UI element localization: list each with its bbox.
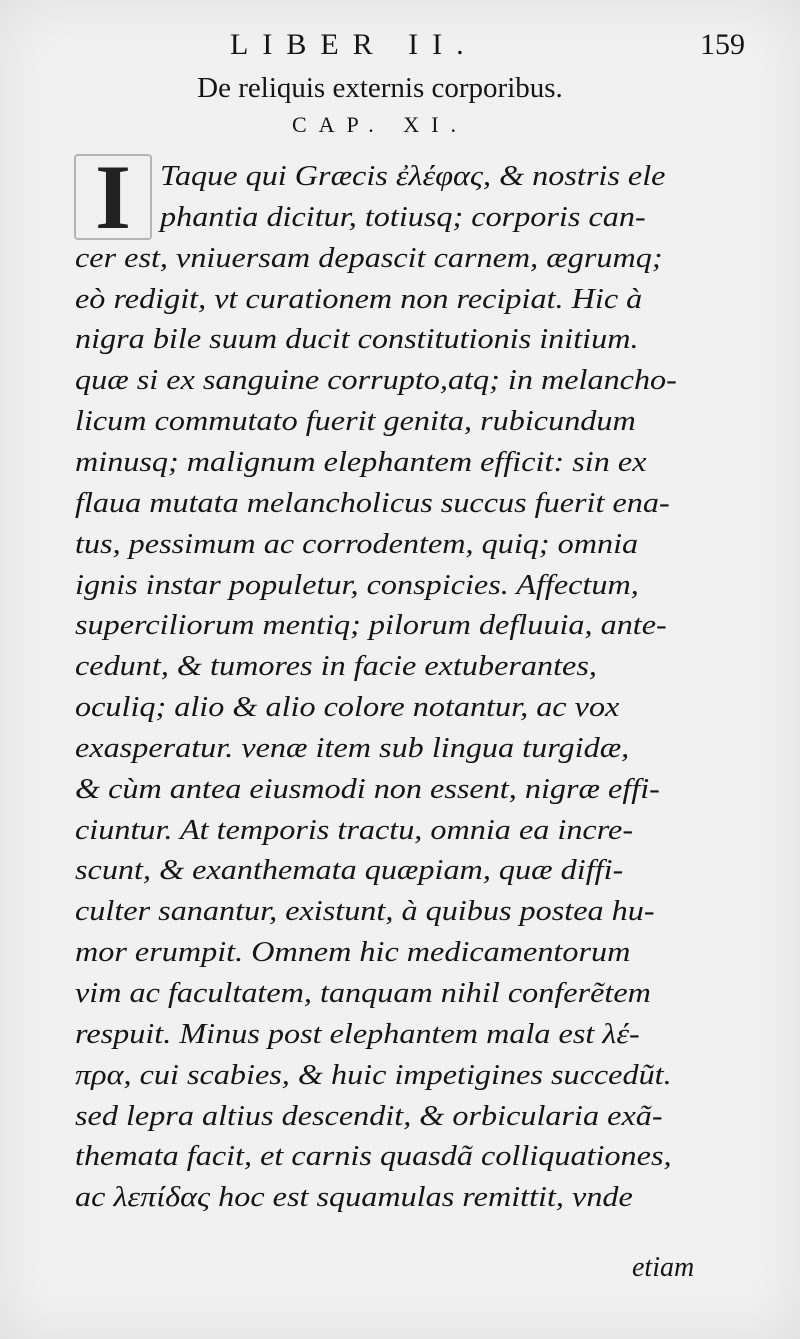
text-line: mor erumpit. Omnem hic medicamentorum xyxy=(75,937,631,969)
text-line: & cùm antea eiusmodi non essent, nigræ effi- xyxy=(75,773,660,805)
text-line: ignis instar populetur, conspicies. Affectum, xyxy=(75,569,639,601)
text-line: cedunt, & tumores in facie extuberantes, xyxy=(75,651,597,683)
text-line: nigra bile suum ducit constitutionis initium. xyxy=(75,324,639,356)
text-line: ac λεπίδας hoc est squamulas remittit, vnde xyxy=(75,1182,633,1214)
text-line: superciliorum mentiq; pilorum defluuia, ante- xyxy=(75,610,667,642)
text-line: Taque qui Græcis ἐλέφας, & nostris ele xyxy=(160,161,666,192)
text-line: scunt, & exanthemata quæpiam, quæ diffi- xyxy=(75,855,624,887)
catchword: etiam xyxy=(632,1252,695,1283)
text-line: oculiq; alio & alio colore notantur, ac vox xyxy=(75,692,620,724)
text-line: exasperatur. venæ item sub lingua turgidæ, xyxy=(75,732,630,764)
decorated-initial: I xyxy=(74,154,152,240)
text-line: eò redigit, vt curationem non recipiat. Hic à xyxy=(75,283,643,315)
text-line: quæ si ex sanguine corrupto,atq; in melancho- xyxy=(75,365,677,397)
text-line: culter sanantur, existunt, à quibus postea hu- xyxy=(75,896,655,928)
text-line: themata facit, et carnis quasdã colliquationes, xyxy=(75,1141,672,1173)
text-line: cer est, vniuersam depascit carnem, ægrumq; xyxy=(75,242,663,274)
text-line: ciuntur. At temporis tractu, omnia ea incre- xyxy=(75,814,634,846)
text-line: respuit. Minus post elephantem mala est λέ- xyxy=(75,1018,640,1050)
text-line: sed lepra altius descendit, & orbicularia exã- xyxy=(75,1100,663,1132)
text-line: πρα, cui scabies, & huic impetigines succedũt. xyxy=(75,1059,672,1091)
page-number: 159 xyxy=(700,28,745,61)
text-line: vim ac facultatem, tanquam nihil conferẽtem xyxy=(75,978,651,1009)
text-line: licum commutato fuerit genita, rubicundum xyxy=(75,406,636,438)
text-line: minusq; malignum elephantem efficit: sin ex xyxy=(75,446,647,478)
chapter-title: De reliquis externis corporibus. xyxy=(197,72,563,104)
running-head: LIBER II. xyxy=(230,28,478,61)
text-line: flaua mutata melancholicus succus fuerit ena- xyxy=(75,487,670,519)
text-line: phantia dicitur, totiusq; corporis can- xyxy=(160,201,646,233)
chapter-label: CAP. XI. xyxy=(291,112,469,137)
text-line: tus, pessimum ac corrodentem, quiq; omnia xyxy=(75,528,639,560)
